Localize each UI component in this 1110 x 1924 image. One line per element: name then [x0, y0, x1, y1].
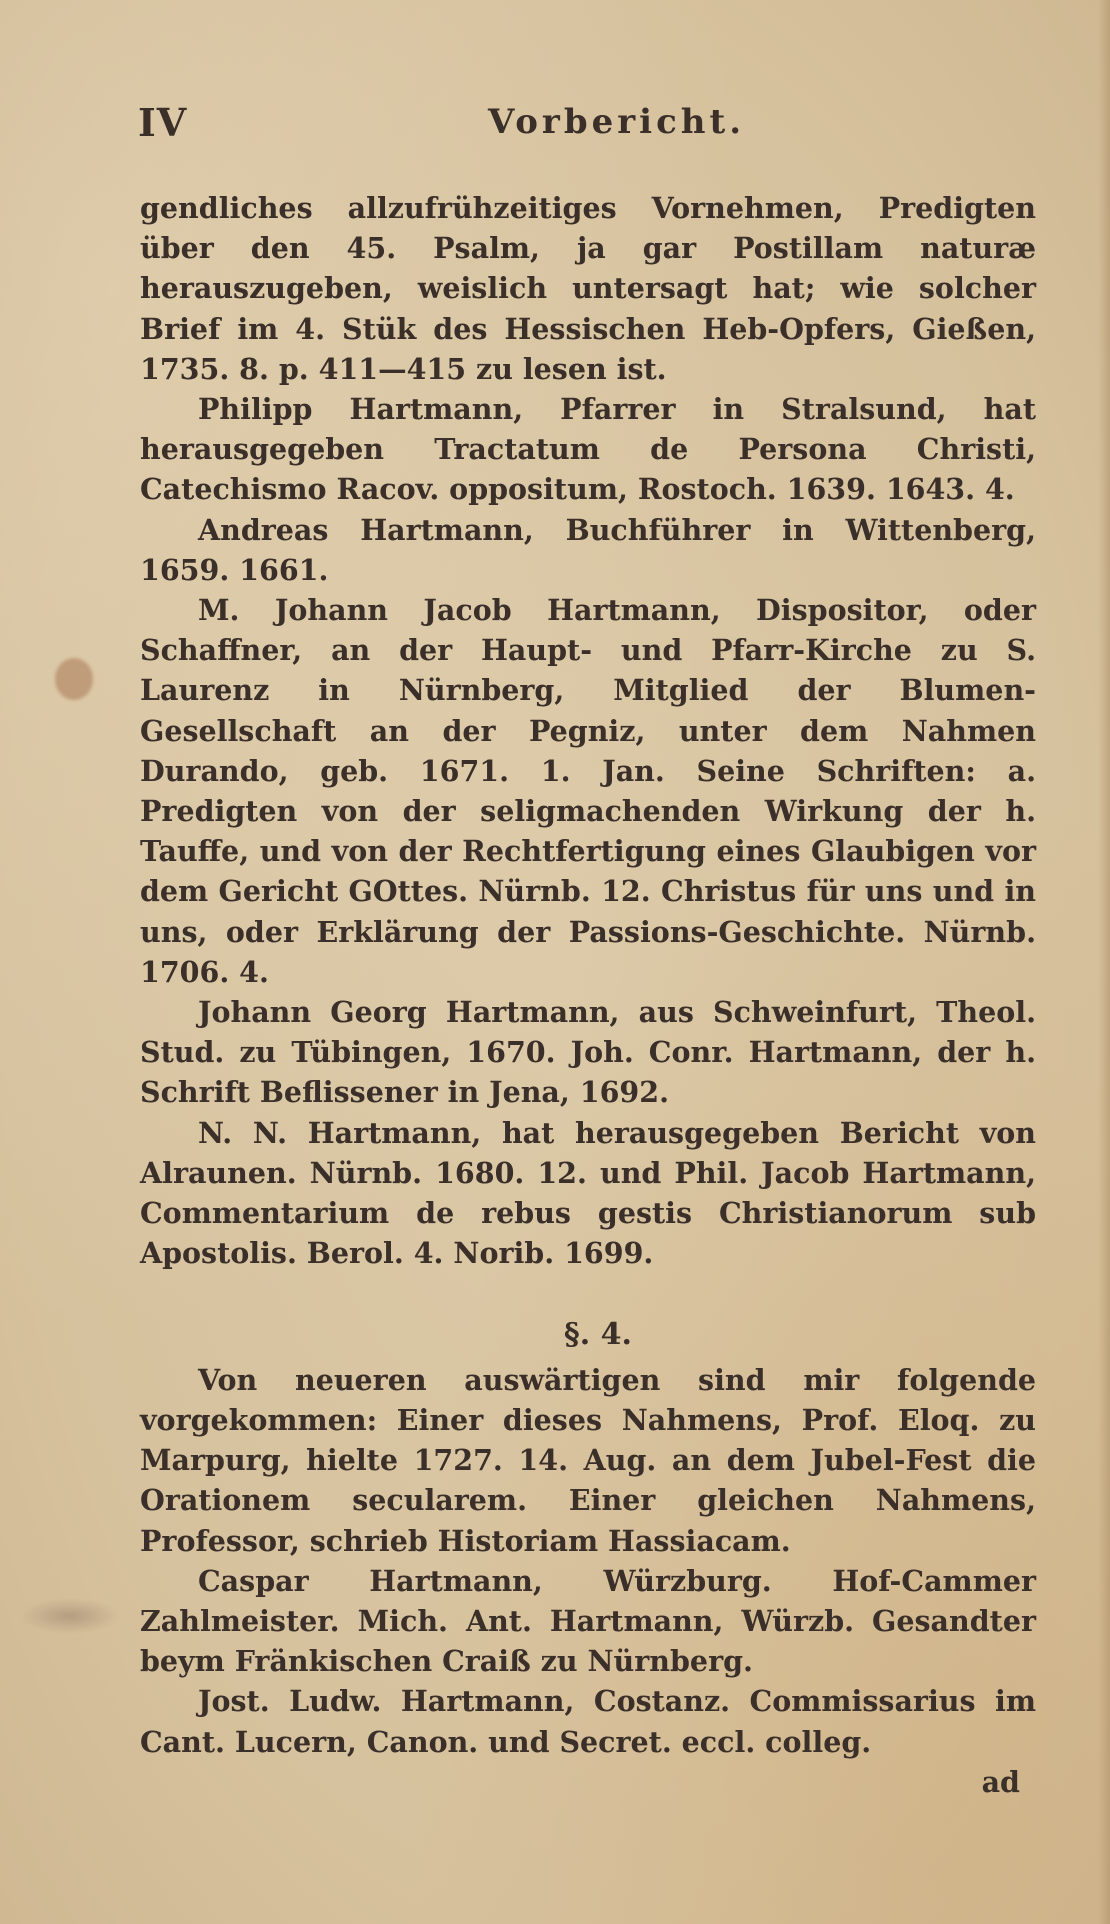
- paragraph-johann-georg-hartmann: Johann Georg Hartmann, aus Schweinfurt, Theol. Stud. zu Tübingen, 1670. Joh. Conr. Hartmann, der h. Schrift Beflissener in Jena, 1692.: [140, 995, 1036, 1110]
- running-title: Vorbericht.: [488, 102, 746, 142]
- paragraph-andreas-hartmann: Andreas Hartmann, Buchführer in Wittenberg, 1659. 1661.: [140, 512, 1036, 587]
- page-body: [140, 188, 1036, 1802]
- paragraph-nn-hartmann: N. N. Hartmann, hat herausgegeben Bericht von Alraunen. Nürnb. 1680. 12. und Phil. Jacob Hartmann, Commentarium de rebus gestis Christianorum sub Apostolis. Berol. 4. Norib. 1699.: [140, 1115, 1036, 1271]
- page-number: IV: [138, 100, 188, 145]
- catchword: ad: [981, 1764, 1020, 1799]
- ink-bleed-through: [20, 1598, 120, 1634]
- page-edge-shadow: [1098, 0, 1110, 1924]
- paragraph-continuation: gendliches allzufrühzeitiges Vornehmen, Predigten über den 45. Psalm, ja gar Postillam naturæ herauszugeben, weislich untersagt hat; wie solcher Brief im 4. Stük des Hessischen Heb-Opfers, Gießen, 1735. 8. p. 411—415 zu lesen ist.: [140, 191, 1036, 386]
- page-header: [138, 100, 1038, 160]
- paragraph-jost-ludw-hartmann: Jost. Ludw. Hartmann, Costanz. Commissarius im Cant. Lucern, Canon. und Secret. eccl. colleg.: [140, 1684, 1036, 1759]
- paragraph-auswaertige: Von neueren auswärtigen sind mir folgende vorgekommen: Einer dieses Nahmens, Prof. Eloq. zu Marpurg, hielte 1727. 14. Aug. an dem Jubel-Fest die Orationem secularem. Einer gleichen Nahmens, Professor, schrieb Historiam Hassiacam.: [140, 1362, 1036, 1558]
- paragraph-caspar-hartmann: Caspar Hartmann, Würzburg. Hof-Cammer Zahlmeister. Mich. Ant. Hartmann, Würzb. Gesandter beym Fränkischen Craiß zu Nürnberg.: [140, 1563, 1036, 1679]
- paragraph-johann-jacob-hartmann: M. Johann Jacob Hartmann, Dispositor, oder Schaffner, an der Haupt- und Pfarr-Kirche zu S. Laurenz in Nürnberg, Mitglied der Blumen-Gesellschaft an der Pegniz, unter dem Nahmen Durando, geb. 1671. 1. Jan. Seine Schriften: a. Predigten von der seligmachenden Wirkung der h. Tauffe, und von der Rechtfertigung eines Glaubigen vor dem Gericht GOttes. Nürnb. 12. Christus für uns und in uns, oder Erklärung der Passions-Geschichte. Nürnb. 1706. 4.: [140, 593, 1036, 989]
- section-heading: §. 4.: [564, 1317, 632, 1353]
- paragraph-philipp-hartmann: Philipp Hartmann, Pfarrer in Stralsund, hat herausgegeben Tractatum de Persona Christi, Catechismo Racov. oppositum, Rostoch. 1639. 1643. 4.: [140, 392, 1036, 507]
- paper-stain: [55, 658, 93, 700]
